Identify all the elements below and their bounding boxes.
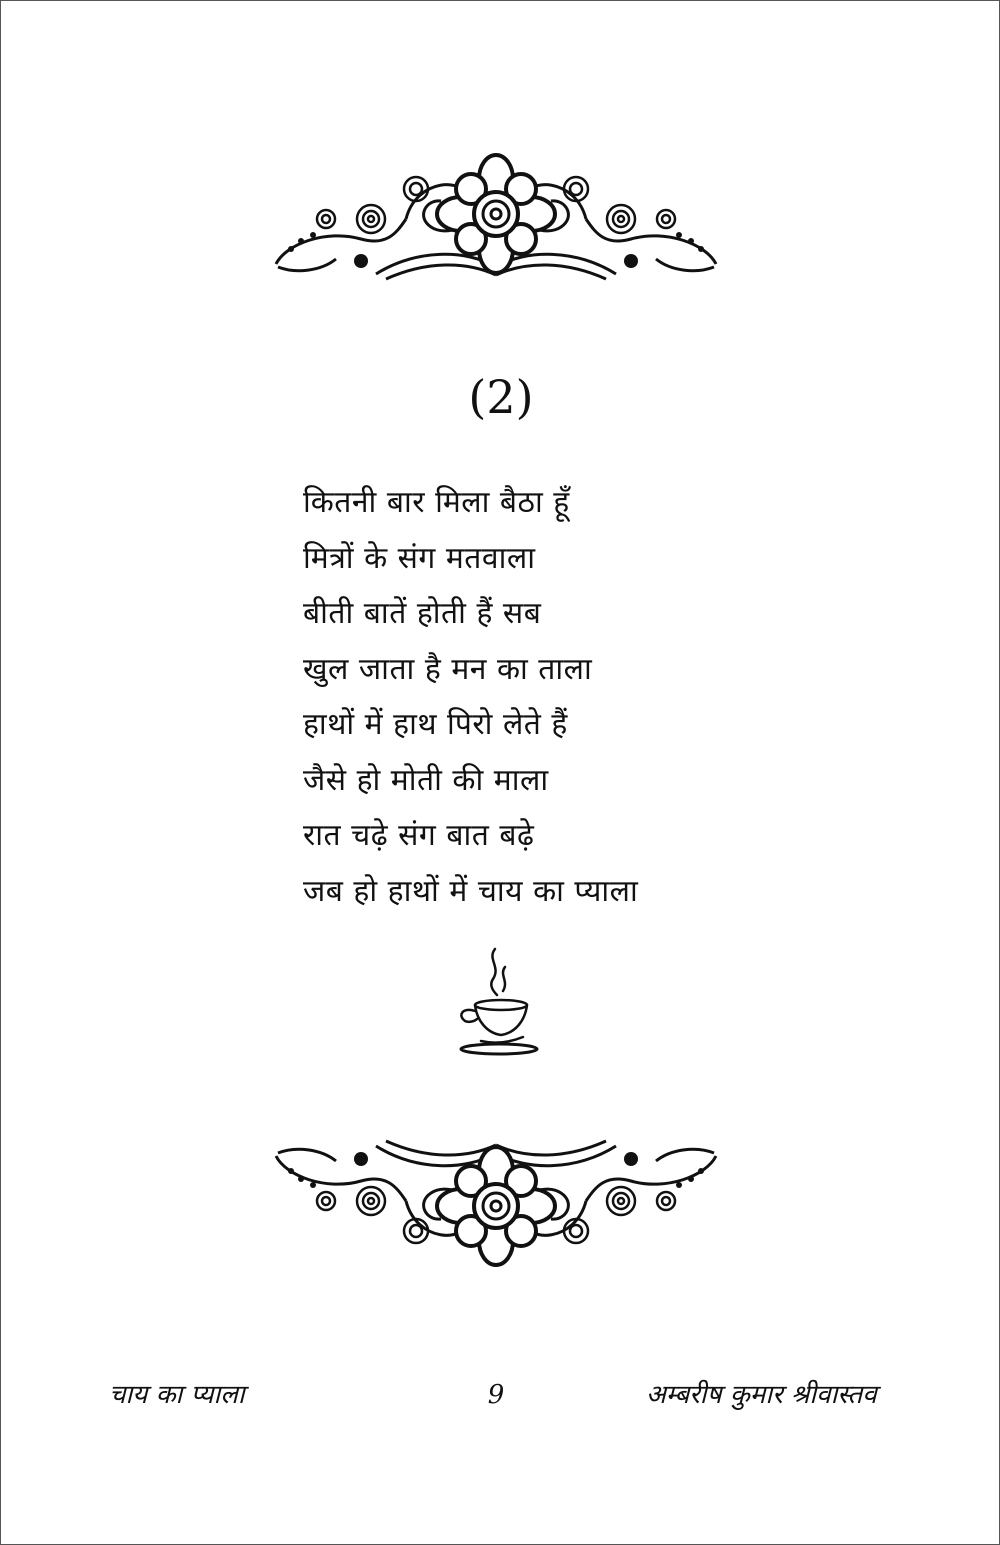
- poem-line: हाथों में हाथ पिरो लेते हैं: [303, 707, 568, 742]
- teacup-icon: [453, 941, 543, 1059]
- poem-number: (2): [468, 370, 534, 424]
- poem-line: जैसे हो मोती की माला: [303, 762, 549, 798]
- poem-body: [303, 475, 863, 919]
- poem-line: मित्रों के संग मतवाला: [303, 540, 536, 576]
- poem-line: खुल जाता है मन का ताला: [303, 651, 593, 687]
- footer-page-number: 9: [487, 1380, 505, 1410]
- footer-author: अम्बरीष कुमार श्रीवास्तव: [646, 1380, 877, 1410]
- poem-line: बीती बातें होती हैं सब: [303, 596, 542, 631]
- poem-line: जब हो हाथों में चाय का प्याला: [303, 873, 639, 909]
- floral-ornament-bottom-icon: [266, 1136, 726, 1271]
- floral-ornament-top-icon: [266, 149, 726, 284]
- poem-line: कितनी बार मिला बैठा हूँ: [303, 485, 570, 520]
- footer-book-title: चाय का प्याला: [109, 1380, 245, 1410]
- poem-line: रात चढ़े संग बात बढ़े: [303, 818, 535, 853]
